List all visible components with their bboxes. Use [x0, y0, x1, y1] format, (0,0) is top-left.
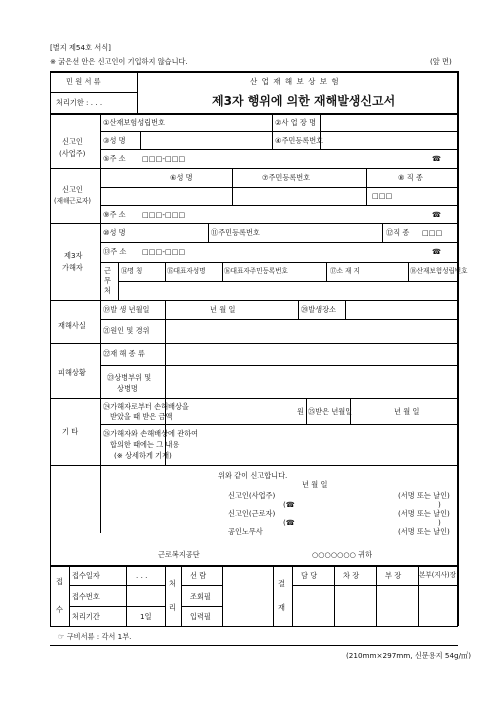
- sign-placeholder[interactable]: (서명 또는 날인): [398, 527, 450, 536]
- accident-label: 재해사실: [58, 321, 86, 330]
- declaration-text: 위와 같이 신고합니다.: [218, 471, 288, 480]
- phone-icon: ☎: [432, 154, 441, 163]
- agreement-label-2: 합의한 때에는 그 내용: [110, 440, 180, 449]
- worker-name-label: ⑥성 명: [170, 173, 193, 182]
- company-address-label: ⑤주 소: [103, 154, 126, 163]
- paper-spec: (210mm×297mm, 신문용지 54g/㎡): [346, 651, 472, 660]
- process-label-1: 처: [169, 579, 176, 588]
- worker-job-label: ⑧ 직 종: [398, 173, 423, 182]
- phone-icon: (☎: [283, 518, 295, 527]
- row-line: [100, 187, 458, 188]
- col-line: [165, 300, 166, 343]
- section-line: [50, 343, 458, 344]
- page-side: (앞 면): [430, 57, 452, 66]
- damage-label: 피해상황: [58, 368, 86, 377]
- recipient-org: 근로복지공단: [158, 550, 200, 559]
- worker-address-boxes[interactable]: □□□-□□□: [142, 210, 186, 219]
- approver-manager: 부 장: [385, 571, 402, 580]
- signer-labor-attorney-label: 공인노무사: [228, 527, 263, 536]
- compensation-label-2: 받았을 때 받은 금액: [110, 412, 173, 421]
- cause-label: ㉑원인 및 경위: [103, 326, 150, 335]
- col-line: [222, 565, 223, 626]
- received-date-ymd: 년 월 일: [394, 407, 420, 416]
- rep-id-field: ⑯대표자주민등록번호: [224, 267, 288, 275]
- third-party-sub: 가해자: [62, 263, 83, 272]
- receipt-date-label: 접수일자: [72, 571, 100, 580]
- sign-placeholder[interactable]: (서명 또는 날인): [398, 491, 450, 500]
- required-docs: ☞ 구비서류 : 각서 1부.: [58, 632, 132, 641]
- company-name-label: ③성 명: [103, 136, 126, 145]
- col-line: [306, 398, 307, 424]
- org-name: 산 업 재 해 보 상 보 험: [250, 77, 340, 86]
- label-column-line: [100, 113, 101, 533]
- col-line: [181, 565, 182, 626]
- declaration-date: 년 월 일: [302, 480, 328, 489]
- form-number: [별지 제54호 서식]: [50, 43, 111, 52]
- row-line: [100, 319, 458, 320]
- col-line: [376, 565, 377, 626]
- section-line: [50, 223, 458, 224]
- close-paren: ): [438, 518, 441, 527]
- frame-left: [50, 71, 51, 626]
- phone-icon: ☎: [432, 210, 441, 219]
- accident-date-label: ⑲발 생 년월일: [103, 305, 150, 314]
- notice-text: ※ 굵은선 안은 신고인이 기입하지 않습니다.: [50, 57, 188, 66]
- reporter-worker-sub: (재해근로자): [54, 197, 91, 205]
- injury-type-label: ㉒재 해 종 류: [103, 349, 145, 358]
- other-label: 기 타: [62, 427, 79, 436]
- col-line: [334, 565, 335, 626]
- section-line: [50, 398, 458, 399]
- signer-company-label: 신고인(사업주): [228, 491, 276, 500]
- section-line: [50, 465, 458, 466]
- approver-deputy: 차 장: [343, 571, 360, 580]
- approval-label-2: 재: [278, 603, 285, 612]
- worker-address-label: ⑨주 소: [103, 210, 126, 219]
- row-line: [100, 242, 458, 243]
- approver-staff: 담 당: [301, 571, 318, 580]
- receipt-label-2: 수: [56, 605, 63, 614]
- col-line: [232, 168, 233, 205]
- col-line: [222, 262, 223, 281]
- row-line: [100, 205, 458, 206]
- col-line: [165, 565, 166, 626]
- offender-address-label: ⑬주 소: [103, 247, 127, 256]
- receipt-label-1: 접: [56, 577, 63, 586]
- offender-job-code-boxes[interactable]: □□□: [422, 228, 443, 237]
- min-won-divider: [50, 92, 137, 93]
- col-line: [273, 565, 274, 626]
- close-paren: ): [438, 500, 441, 509]
- reporter-worker-label: 신고인: [62, 185, 83, 194]
- frame-right: [457, 71, 459, 626]
- recipient-name: ○○○○○○○ 귀하: [312, 550, 373, 559]
- col-line: [408, 262, 409, 281]
- approver-branch-head: 본부(지사)장: [419, 571, 456, 579]
- compensation-label-1: ㉔가해자로부터 손해배상을: [103, 402, 189, 411]
- frame-bottom: [50, 626, 458, 627]
- row-line: [100, 149, 458, 150]
- col-line: [382, 223, 383, 242]
- col-line: [140, 131, 141, 149]
- form-title: 제3자 행위에 의한 재해발생신고서: [212, 94, 396, 108]
- title-bottom: [50, 113, 458, 115]
- row-line: [69, 606, 166, 607]
- col-line: [345, 300, 346, 319]
- col-line: [298, 300, 299, 319]
- row-line: [100, 424, 458, 425]
- insurance-no-label: ①산재보험성립번호: [103, 118, 165, 127]
- min-won-label: 민 원 서 류: [66, 77, 101, 86]
- col-line: [272, 113, 273, 149]
- process-period-label: 처리기간: [72, 612, 100, 621]
- row-line: [100, 131, 458, 132]
- won-unit: 원: [297, 407, 304, 416]
- phone-icon: ☎: [432, 247, 441, 256]
- injury-name-label: 상병명: [117, 384, 138, 393]
- title-divider: [137, 71, 138, 113]
- worker-job-code-boxes[interactable]: □□□: [372, 191, 393, 200]
- agreement-label-3: (※ 상세하게 기재): [114, 451, 172, 460]
- col-line: [165, 343, 166, 398]
- agreement-label-1: ㉖가해자와 손해배상에 관하여: [103, 429, 199, 438]
- review-label: 선 람: [190, 571, 207, 580]
- row-line: [69, 585, 166, 586]
- row-line: [100, 365, 458, 366]
- row-line: [100, 262, 458, 263]
- footer-line: [50, 645, 458, 646]
- row-line: [118, 281, 458, 282]
- period-label: 처리기한 : . . .: [56, 98, 103, 107]
- received-date-label: ㉕받은 년월일: [308, 407, 353, 416]
- col-line: [366, 168, 367, 205]
- work-place-label: 근무처: [104, 266, 111, 295]
- row-line: [181, 585, 223, 586]
- company-name-field: ⑭명 칭: [121, 267, 143, 275]
- phone-icon: (☎: [283, 500, 295, 509]
- location-field: ⑰소 재 지: [330, 267, 360, 275]
- reporter-company-label: 신고인: [62, 137, 83, 146]
- sign-placeholder[interactable]: (서명 또는 날인): [398, 509, 450, 518]
- process-label-2: 리: [169, 603, 176, 612]
- section-line: [50, 168, 458, 169]
- row-line: [292, 585, 458, 586]
- offender-name-label: ⑩성 명: [103, 228, 126, 237]
- accident-date-ymd: 년 월 일: [210, 305, 236, 314]
- third-party-label: 제3자: [64, 251, 83, 260]
- company-address-boxes[interactable]: □□□-□□□: [142, 154, 186, 163]
- col-line: [326, 262, 327, 281]
- receipt-date-value[interactable]: . . .: [136, 571, 148, 580]
- insurance-no-field: ⑱산재보험성립번호: [410, 267, 468, 275]
- inquiry-label: 조회필: [190, 592, 211, 601]
- reporter-company-sub: (사업주): [59, 149, 86, 158]
- accident-place-label: ⑳발생장소: [301, 305, 336, 314]
- section-line: [50, 300, 458, 301]
- process-period-value: 1일: [140, 612, 152, 621]
- workplace-name-label: ②사 업 장 명: [275, 118, 317, 127]
- signer-worker-label: 신고인(근로자): [228, 509, 276, 518]
- section-line: [50, 565, 458, 567]
- offender-id-label: ⑪주민등록번호: [211, 228, 260, 237]
- row-line: [181, 606, 223, 607]
- col-line: [320, 113, 321, 131]
- col-line: [165, 262, 166, 281]
- input-label: 입력필: [190, 612, 211, 621]
- rep-name-field: ⑮대표자성명: [167, 267, 206, 275]
- receipt-no-label: 접수번호: [72, 592, 100, 601]
- frame-top: [50, 71, 458, 73]
- approval-label-1: 결: [278, 579, 285, 588]
- offender-address-boxes[interactable]: □□□-□□□: [142, 247, 186, 256]
- worker-id-label: ⑦주민등록번호: [262, 173, 311, 182]
- injury-part-label: ㉓상병부위 및: [107, 373, 152, 382]
- col-line: [208, 223, 209, 242]
- col-line: [118, 262, 119, 300]
- company-id-label: ④주민등록번호: [275, 136, 324, 145]
- col-line: [126, 565, 127, 626]
- col-line: [69, 565, 70, 626]
- col-line: [292, 565, 293, 626]
- offender-job-label: ⑫직 종: [386, 228, 410, 237]
